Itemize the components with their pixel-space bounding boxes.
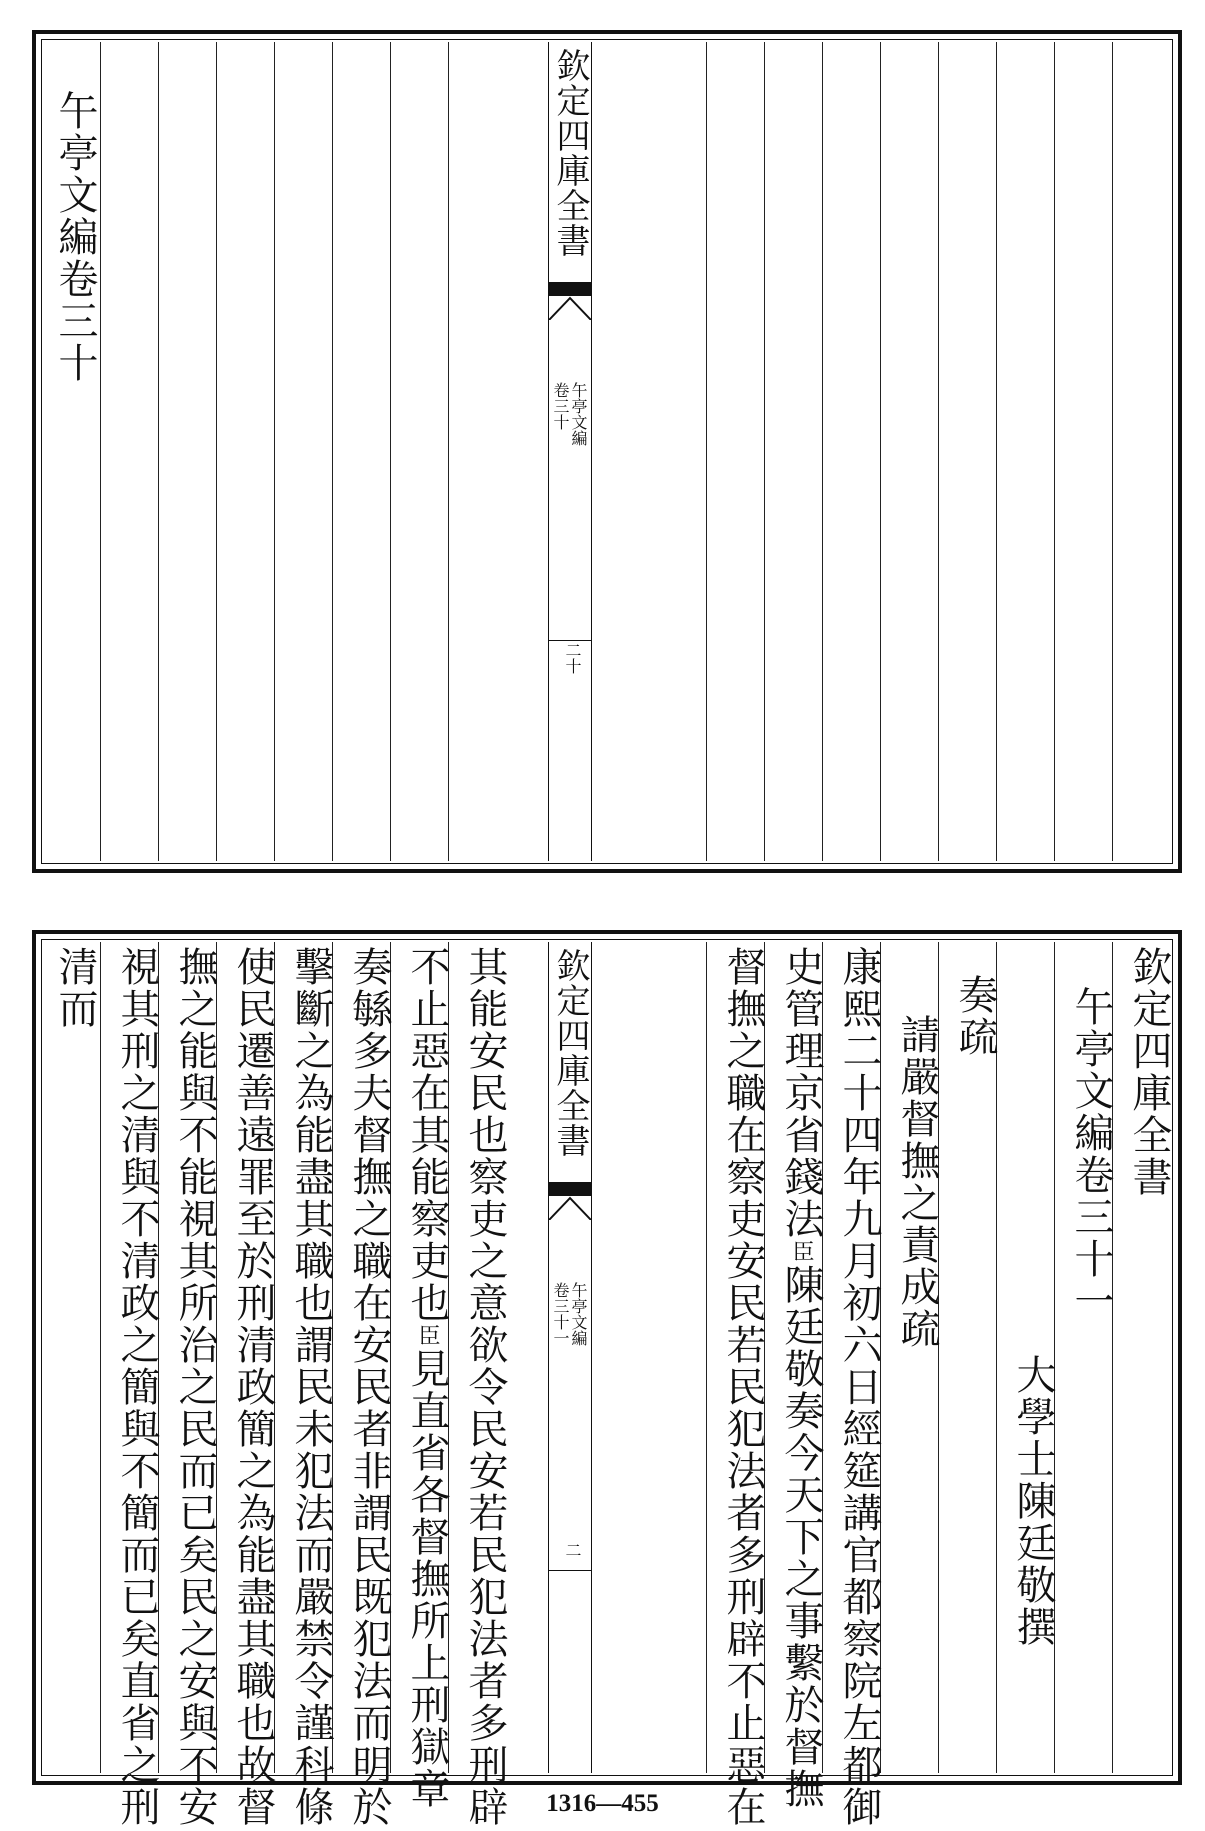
text-column: 擊斷之為能盡其職也謂民未犯法而嚴禁令謹科條 bbox=[288, 946, 334, 1828]
text-column: 史管理京省錢法臣陳廷敬奏今天下之事繫於督撫 bbox=[778, 946, 824, 1810]
column-rule bbox=[448, 42, 449, 861]
column-rule bbox=[332, 42, 333, 861]
column-rule bbox=[216, 42, 217, 861]
top-fold bbox=[548, 42, 592, 861]
author-line: 大學士陳廷敬撰 bbox=[1010, 1354, 1056, 1648]
humble-servant-note: 臣 bbox=[415, 1324, 440, 1348]
fold-rule bbox=[549, 1570, 591, 1571]
column-rule bbox=[158, 42, 159, 861]
text-column: 不止惡在其能察吏也臣見直省各督撫所上刑獄章 bbox=[404, 946, 450, 1810]
column-rule bbox=[1112, 42, 1113, 861]
fold-book-name: 午亭文編 bbox=[569, 1282, 588, 1346]
column-rule bbox=[938, 42, 939, 861]
fold-series-title: 欽定四庫全書 bbox=[550, 48, 590, 258]
fold-folio-number: 二十 bbox=[563, 642, 582, 674]
humble-servant-note: 臣 bbox=[789, 1240, 814, 1264]
column-rule bbox=[822, 42, 823, 861]
text-column: 撫之能與不能視其所治之民而已矣民之安與不安 bbox=[172, 946, 218, 1828]
fold-folio-number: 二 bbox=[563, 1542, 582, 1558]
fold-book-name: 午亭文編 bbox=[569, 382, 588, 446]
fold-black-band bbox=[549, 1182, 591, 1196]
memorial-title: 請嚴督撫之責成疏 bbox=[894, 1014, 940, 1350]
column-rule bbox=[100, 942, 101, 1773]
fold-series-title: 欽定四庫全書 bbox=[550, 948, 590, 1158]
series-title: 欽定四庫全書 bbox=[1126, 946, 1172, 1198]
text-column: 其能安民也察吏之意欲令民安若民犯法者多刑辟 bbox=[462, 946, 508, 1828]
volume-title: 午亭文編卷三十一 bbox=[1068, 986, 1114, 1322]
text-column: 使民遷善遠罪至於刑清政簡之為能盡其職也故督 bbox=[230, 946, 276, 1828]
column-rule bbox=[274, 42, 275, 861]
bottom-fold bbox=[548, 942, 592, 1773]
column-rule bbox=[880, 42, 881, 861]
category-heading: 奏疏 bbox=[952, 974, 998, 1058]
text-column: 視其刑之清與不清政之簡與不簡而已矣直省之刑 bbox=[114, 946, 160, 1828]
page-number: 1316—455 bbox=[546, 1790, 659, 1817]
text-column: 清而 bbox=[52, 946, 98, 1030]
fold-rule bbox=[549, 640, 591, 641]
text-column: 奏緐多夫督撫之職在安民者非謂民既犯法而明於 bbox=[346, 946, 392, 1828]
fold-volume: 卷三十 bbox=[551, 382, 570, 430]
top-page-frame bbox=[32, 30, 1182, 873]
fold-black-band bbox=[549, 282, 591, 296]
column-rule bbox=[764, 42, 765, 861]
text-column: 康熙二十四年九月初六日經筵講官都察院左都御 bbox=[836, 946, 882, 1828]
column-rule bbox=[1054, 42, 1055, 861]
column-rule bbox=[996, 42, 997, 861]
fold-volume: 卷三十一 bbox=[551, 1282, 570, 1346]
fold-fish-tail bbox=[549, 296, 591, 320]
chapter-end-title: 午亭文編卷三十 bbox=[52, 90, 98, 384]
text-column: 督撫之職在察吏安民若民犯法者多刑辟不止惡在 bbox=[720, 946, 766, 1828]
column-rule bbox=[996, 942, 997, 1773]
column-rule bbox=[706, 942, 707, 1773]
column-rule bbox=[706, 42, 707, 861]
column-rule bbox=[390, 42, 391, 861]
fold-fish-tail bbox=[549, 1196, 591, 1220]
